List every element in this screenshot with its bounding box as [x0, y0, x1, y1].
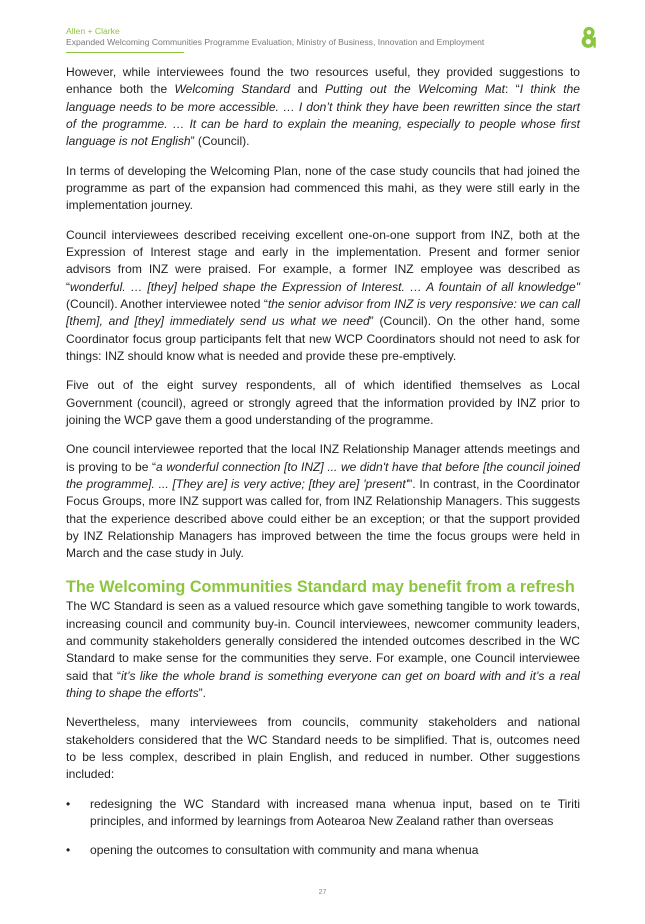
text-run: : “ [504, 82, 520, 97]
bullet-icon: • [66, 796, 71, 811]
bullet-icon: • [66, 843, 71, 858]
page-header [66, 26, 536, 53]
text-run: ". In contrast, in the Coordinator Focus Groups, more INZ support was called for, from INZ Relationship Managers. This suggests that the experience described above could either be an exception; or that the support provided by INZ Relationship Managers has improved between the time the focus groups were held in March and the case study in July. [66, 476, 580, 561]
paragraph-wc-standard-simplify: Nevertheless, many interviewees from councils, community stakeholders and national stakeholders considered that the WC Standard needs to be simplified. That is, outcomes need to be less complex, described in plain English, and reduced in number. Other suggestions included: [66, 715, 580, 782]
list-item-text: opening the outcomes to consultation with community and mana whenua [90, 843, 479, 858]
italic-run: Welcoming Standard [174, 82, 291, 97]
paragraph-inz-support [66, 227, 580, 365]
text-run: (Council). Another interviewee noted “ [66, 296, 268, 311]
paragraph-welcoming-plan: In terms of developing the Welcoming Plan, none of the case study councils that had joined the programme as part of the expansion had commenced this mahi, as they were still early in the implementation journey. [66, 163, 580, 213]
report-subtitle: Expanded Welcoming Communities Programme Evaluation, Ministry of Business, Innovation and Employment [66, 37, 485, 47]
list-item-text: redesigning the WC Standard with increased mana whenua input, based on te Tiriti principles, and informed by learnings from Aotearoa New Zealand rather than overseas [90, 796, 580, 828]
paragraph-resource-suggestions [66, 64, 580, 150]
text-run: ”. [198, 685, 206, 700]
text-run: and [290, 82, 326, 97]
allen-clarke-logo-icon [577, 25, 601, 49]
text-run: One council interviewee reported that the local INZ Relationship Manager attends meetings and is proving to be “ [66, 442, 580, 474]
page-content [66, 64, 580, 860]
brand-name: Allen + Clarke [66, 26, 120, 36]
paragraph-survey-respondents: Five out of the eight survey respondents, all of which identified themselves as Local Government (council), agreed or strongly agreed that the information provided by INZ prior to joining the WCP gave them a good understanding of the programme. [66, 378, 580, 427]
quote-run: wonderful. … [they] helped shape the Expression of Interest. … A fountain of all knowledge" [70, 279, 580, 294]
text-run: ” (Council). [190, 134, 250, 149]
quote-run: the senior advisor from INZ is very responsive: we can call [them], and [they] immediately send us what we need [66, 296, 580, 329]
text-run: ” (Council). On the other hand, some Coordinator focus group participants felt that new WCP Coordinators should not need to ask for things: INZ should know what is needed and provide these pre-emptively. [66, 314, 580, 363]
text-run: Council interviewees described receiving excellent one-on-one support from INZ, both at the Expression of Interest stage and early in the implementation. Present and former senior advisors from INZ were praised. For example, a former INZ employee was described as “ [66, 227, 580, 294]
text-run: However, while interviewees found the two resources useful, they provided suggestions to enhance both the [66, 65, 580, 97]
list-item [66, 796, 580, 831]
paragraph-relationship-manager [66, 441, 580, 562]
list-item [66, 842, 580, 859]
section-heading: The Welcoming Communities Standard may benefit from a refresh [66, 578, 575, 597]
quote-run: it’s like the whole brand is something everyone can get on board with and it’s a real thing to shape the efforts [66, 668, 580, 700]
italic-run: Putting out the Welcoming Mat [325, 82, 505, 97]
suggestions-list [66, 796, 580, 860]
quote-run: a wonderful connection [to INZ] ... we didn't have that before [the council joined the programme]. ... [They are] is very active; [they are] 'present' [66, 459, 580, 491]
header-rule [66, 52, 184, 53]
page-number: 27 [318, 889, 327, 896]
text-run: The WC Standard is seen as a valued resource which gave something tangible to work towards, increasing council and community buy-in. Council interviewees, newcomer community leaders, and community stakeholders generally considered the intended outcomes described in the WC Standard to make sense for the communities they serve. For example, one Council interviewee said that “ [66, 599, 580, 683]
quote-run: I think the language needs to be more accessible. … I don’t think they have been rewritten since the start of the programme. … It can be hard to explain the meaning, especially to people whose first language is not English [66, 82, 580, 149]
paragraph-wc-standard-valued [66, 598, 580, 702]
